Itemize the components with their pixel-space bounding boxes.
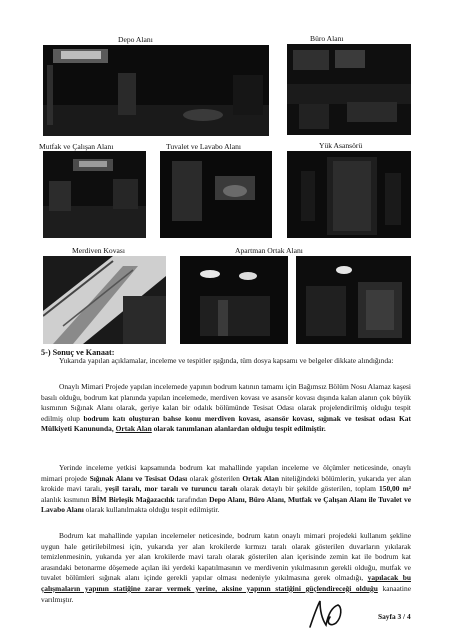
p3-text-k: tarafından xyxy=(174,494,210,504)
signature-mark xyxy=(306,597,346,631)
photo-merdiven xyxy=(43,256,166,344)
caption-merdiven: Merdiven Kovası xyxy=(72,246,125,255)
p4-text-tail: kanaatine varılmıştır. xyxy=(41,583,411,604)
photo-depo xyxy=(43,45,269,136)
p3-text-b: Sığınak Alanı ve Tesisat Odası xyxy=(89,473,188,483)
p3-text-d: Ortak Alan xyxy=(242,473,280,483)
caption-tuvalet: Tuvalet ve Lavabo Alanı xyxy=(166,142,242,151)
paragraph-intro xyxy=(41,356,411,367)
p4-text-a: Bodrum kat mahallinde yapılan incelemeler neticesinde, bodrum katın onaylı mimari projedeki kullanım şekline uygun hale getirilebilmesi için, yukarıda yer alan krokilerde kırmızı taralı olarak gösterilen duvarların yıkılarak temizlenmesinin, yukarıda yer alan krokilerde mavi taralı olarak gösterilen alan içerisinde zemin kat ile bodrum kat arasındaki betonarme döşemede açılan iki yerdeki kapatılmasının ve merdivenin yıkılmasının gerekli olduğu, mutfak ve tuvalet bölümleri sığınak alanı içinde gerekli yapılar olması nedeniyle yıkılmasına gerek olmadığı, xyxy=(41,531,411,583)
p3-text-m: olarak kullanılmakta olduğu tespit edilmiştir. xyxy=(83,505,220,515)
paragraph-project-review xyxy=(41,382,411,435)
caption-buro: Büro Alanı xyxy=(310,34,344,43)
photo-apartman-1 xyxy=(180,256,288,344)
p3-text-a: Yerinde inceleme yetkisi kapsamında bodrum kat mahallinde yapılan inceleme ve ölçümler neticesinde, onaylı mimari projede xyxy=(41,463,411,483)
p3-text-j: BİM Birleşik Mağazacılık xyxy=(91,494,175,504)
p2-text-a: Onaylı Mimari Projede yapılan incelemede yapının bodrum katının tamamı için Bağımsız Bölüm Nosu Alamaz kaşesi basılı olduğu, bodrum kat planında yapılan incelemede, merdiven kovası ve asansör kovası dışında kalan alanın çok büyük kısmının Sığınak Alanı olarak, geriye kalan bir odalık bölümünde Tesisat Odası olarak projelendirilmiş olduğu tespit edilmiş olup xyxy=(41,382,411,423)
photo-yuk xyxy=(287,151,411,238)
p3-text-i: alanlık kısmının xyxy=(41,494,92,504)
paragraph-site-inspection xyxy=(41,463,411,516)
p3-text-g: olarak detaylı bir şekilde gösterilen, toplam xyxy=(237,484,380,494)
section-heading: 5-) Sonuç ve Kanaat: xyxy=(41,348,115,357)
caption-mutfak: Mutfak ve Çalışan Alanı xyxy=(39,142,114,151)
p3-text-e: niteliğindeki bölümlerin, yukarıda yer alan krokide mavi taralı, xyxy=(41,473,411,494)
photo-tuvalet xyxy=(160,151,272,238)
caption-depo: Depo Alanı xyxy=(118,35,153,44)
caption-apartman: Apartman Ortak Alanı xyxy=(235,246,303,255)
paragraph-intro-text: Yukarıda yapılan açıklamalar, inceleme ve tespitler ışığında, tüm dosya kapsamı ve belgeler dikkate alındığında: xyxy=(59,356,394,365)
p4-text-underlined: yapılacak bu çalışmaların yapının statiğine zarar vermek yerine, aksine yapının statiğini güçlendireceği olduğu xyxy=(41,573,411,593)
p2-text-tail: olarak tanımlanan alanlardan olduğu tespit edilmiştir. xyxy=(151,424,326,434)
p3-text-c: olarak gösterilen xyxy=(187,473,243,483)
photo-mutfak xyxy=(43,151,146,238)
p3-text-l: Depo Alanı, Büro Alanı, Mutfak ve Çalışan Alanı ile Tuvalet ve Lavabo Alanı xyxy=(41,494,411,515)
caption-yuk: Yük Asansörü xyxy=(319,141,363,150)
photo-buro xyxy=(287,44,411,135)
p3-text-h: 150,00 m² xyxy=(379,484,411,494)
p3-text-f: yeşil taralı, mor taralı ve turuncu taralı xyxy=(105,484,238,494)
page-number: Sayfa 3 / 4 xyxy=(378,612,411,621)
p2-text-bold: bodrum katı oluşturan bahse konu merdiven kovası, asansör kovası, sığınak ve tesisat odası Kat Mülkiyeti Kanununda, xyxy=(41,413,411,434)
photo-apartman-2 xyxy=(296,256,411,344)
p2-text-ortak-alan: Ortak Alan xyxy=(115,424,152,434)
paragraph-conclusion xyxy=(41,531,411,605)
